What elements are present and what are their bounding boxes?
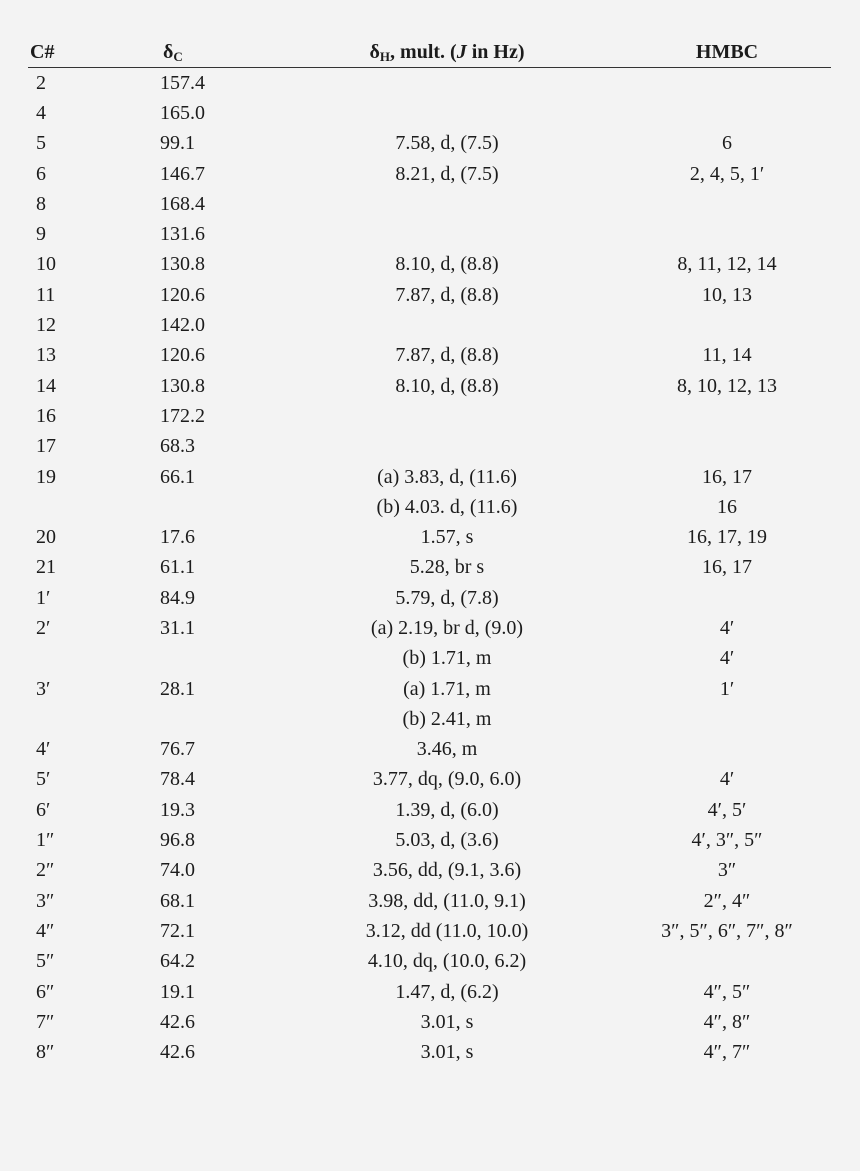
cell-delta-c: 17.6 [160, 526, 195, 549]
header-delta-h-tail: in Hz) [466, 40, 525, 63]
cell-delta-h: (b) 4.03. d, (11.6) [376, 495, 518, 518]
cell-delta-h: 8.10, d, (8.8) [395, 253, 499, 276]
cell-hmbc: 4′ [719, 768, 735, 791]
cell-carbon-number: 9 [36, 223, 46, 246]
header-delta-h-j: J [456, 40, 467, 63]
cell-delta-c: 19.1 [160, 980, 195, 1003]
cell-carbon-number: 13 [36, 344, 56, 367]
cell-delta-h: 7.87, d, (8.8) [395, 344, 499, 367]
table-row [28, 947, 831, 977]
cell-delta-c: 131.6 [160, 223, 205, 246]
cell-delta-h: 1.57, s [420, 526, 474, 549]
cell-hmbc: 4″, 5″ [703, 980, 751, 1003]
cell-delta-c: 66.1 [160, 465, 195, 488]
cell-carbon-number: 10 [36, 253, 56, 276]
cell-delta-c: 130.8 [160, 374, 205, 397]
cell-delta-c: 78.4 [160, 768, 195, 791]
table-row [28, 613, 831, 643]
table-row [28, 401, 831, 431]
cell-carbon-number: 2 [36, 71, 46, 94]
nmr-data-table [28, 38, 831, 1068]
table-row [28, 825, 831, 855]
table-row [28, 189, 831, 219]
table-row [28, 522, 831, 552]
cell-delta-h: 7.58, d, (7.5) [395, 132, 499, 155]
cell-hmbc [623, 583, 831, 613]
cell-delta-h: 5.03, d, (3.6) [395, 829, 499, 852]
table-row [28, 462, 831, 492]
table-row [28, 1038, 831, 1068]
cell-hmbc: 3″, 5″, 6″, 7″, 8″ [661, 919, 793, 942]
table-row [28, 765, 831, 795]
cell-delta-c: 146.7 [160, 162, 205, 185]
cell-carbon-number: 21 [36, 556, 56, 579]
table-row [28, 432, 831, 462]
cell-carbon-number: 12 [36, 314, 56, 337]
cell-hmbc: 16, 17, 19 [687, 526, 767, 549]
table-row [28, 280, 831, 310]
table-body [28, 68, 831, 1068]
cell-delta-h: (a) 1.71, m [403, 677, 491, 700]
cell-carbon-number: 3″ [36, 889, 55, 912]
cell-delta-c: 157.4 [160, 71, 205, 94]
cell-hmbc: 4′ [719, 647, 735, 670]
cell-delta-h [271, 310, 623, 340]
cell-delta-h [271, 432, 623, 462]
cell-delta-c: 72.1 [160, 919, 195, 942]
cell-hmbc [623, 189, 831, 219]
table-row [28, 553, 831, 583]
cell-hmbc: 8, 11, 12, 14 [677, 253, 777, 276]
cell-carbon-number: 17 [36, 435, 56, 458]
cell-carbon-number: 3′ [36, 677, 51, 700]
header-delta-c [106, 38, 271, 68]
cell-hmbc [623, 68, 831, 99]
table-row [28, 98, 831, 128]
cell-delta-c: 168.4 [160, 192, 205, 215]
table-row [28, 674, 831, 704]
cell-delta-c [106, 644, 271, 674]
cell-delta-h: 7.87, d, (8.8) [395, 283, 499, 306]
cell-carbon-number: 1′ [36, 586, 51, 609]
cell-carbon-number: 5″ [36, 950, 55, 973]
cell-delta-c: 99.1 [160, 132, 195, 155]
cell-delta-h [271, 219, 623, 249]
cell-hmbc: 16, 17 [702, 556, 752, 579]
cell-hmbc: 2″, 4″ [703, 889, 751, 912]
table-row [28, 1007, 831, 1037]
cell-carbon-number: 1″ [36, 829, 55, 852]
cell-carbon-number: 6″ [36, 980, 55, 1003]
table-row [28, 371, 831, 401]
cell-delta-h [271, 401, 623, 431]
cell-delta-c: 120.6 [160, 344, 205, 367]
table-row [28, 916, 831, 946]
cell-hmbc: 8, 10, 12, 13 [677, 374, 777, 397]
cell-delta-h: (a) 2.19, br d, (9.0) [370, 616, 524, 639]
cell-delta-h: 3.56, dd, (9.1, 3.6) [372, 859, 522, 882]
header-delta-h-symbol: δ [369, 40, 380, 63]
cell-hmbc: 6 [722, 132, 732, 155]
cell-hmbc: 4″, 8″ [703, 1010, 751, 1033]
cell-delta-h: 4.10, dq, (10.0, 6.2) [367, 950, 527, 973]
cell-carbon-number: 4″ [36, 919, 55, 942]
table-row [28, 219, 831, 249]
table-row [28, 583, 831, 613]
table-row [28, 250, 831, 280]
table-row [28, 68, 831, 99]
table-row [28, 704, 831, 734]
cell-delta-c: 120.6 [160, 283, 205, 306]
cell-delta-h: 3.98, dd, (11.0, 9.1) [368, 889, 526, 912]
cell-delta-c: 64.2 [160, 950, 195, 973]
header-delta-h [271, 38, 623, 68]
cell-hmbc: 2, 4, 5, 1′ [689, 162, 765, 185]
cell-delta-h [271, 68, 623, 99]
cell-hmbc: 1′ [719, 677, 735, 700]
cell-delta-h: 5.28, br s [409, 556, 485, 579]
cell-delta-h: 8.10, d, (8.8) [395, 374, 499, 397]
cell-hmbc [623, 735, 831, 765]
cell-delta-c [106, 704, 271, 734]
cell-carbon-number: 20 [36, 526, 56, 549]
cell-delta-c: 68.3 [160, 435, 195, 458]
cell-hmbc [623, 432, 831, 462]
cell-hmbc [623, 310, 831, 340]
cell-carbon-number: 8 [36, 192, 46, 215]
cell-carbon-number: 6 [36, 162, 46, 185]
cell-carbon-number: 6′ [36, 798, 51, 821]
cell-hmbc [623, 947, 831, 977]
cell-hmbc: 11, 14 [702, 344, 752, 367]
cell-delta-c: 61.1 [160, 556, 195, 579]
cell-delta-c: 42.6 [160, 1010, 195, 1033]
table-row [28, 644, 831, 674]
cell-delta-c: 28.1 [160, 677, 195, 700]
cell-delta-h: 3.01, s [420, 1041, 474, 1064]
cell-carbon-number: 2″ [36, 859, 55, 882]
cell-delta-h: 1.47, d, (6.2) [395, 980, 499, 1003]
table-row [28, 159, 831, 189]
cell-carbon-number: 14 [36, 374, 56, 397]
cell-delta-c: 31.1 [160, 616, 195, 639]
table-row [28, 310, 831, 340]
cell-carbon-number: 16 [36, 404, 56, 427]
cell-hmbc: 4′, 3″, 5″ [691, 829, 763, 852]
header-delta-c-symbol: δ [163, 40, 174, 63]
cell-hmbc: 16 [717, 495, 737, 518]
table-row [28, 795, 831, 825]
cell-delta-c: 172.2 [160, 404, 205, 427]
cell-carbon-number [28, 644, 106, 674]
table-row [28, 492, 831, 522]
table-row [28, 341, 831, 371]
cell-delta-c: 76.7 [160, 738, 195, 761]
cell-carbon-number: 4′ [36, 738, 51, 761]
header-delta-h-mult: , mult. ( [390, 40, 457, 63]
table-row [28, 856, 831, 886]
cell-delta-c [106, 492, 271, 522]
cell-hmbc: 3″ [717, 859, 737, 882]
cell-hmbc [623, 704, 831, 734]
header-delta-c-subscript: C [173, 48, 183, 64]
cell-carbon-number: 19 [36, 465, 56, 488]
header-row [28, 38, 831, 68]
cell-hmbc [623, 98, 831, 128]
cell-carbon-number: 11 [36, 283, 56, 306]
cell-carbon-number [28, 492, 106, 522]
cell-carbon-number: 5 [36, 132, 46, 155]
cell-delta-c: 165.0 [160, 101, 205, 124]
cell-delta-h: 3.01, s [420, 1010, 474, 1033]
cell-delta-c: 42.6 [160, 1041, 195, 1064]
cell-carbon-number [28, 704, 106, 734]
cell-delta-c: 130.8 [160, 253, 205, 276]
header-carbon-number: C# [28, 38, 106, 68]
cell-carbon-number: 8″ [36, 1041, 55, 1064]
cell-delta-c: 96.8 [160, 829, 195, 852]
cell-delta-c: 84.9 [160, 586, 195, 609]
cell-delta-c: 142.0 [160, 314, 205, 337]
cell-carbon-number: 7″ [36, 1010, 55, 1033]
cell-hmbc: 10, 13 [702, 283, 752, 306]
cell-hmbc: 16, 17 [702, 465, 752, 488]
cell-delta-h: (b) 2.41, m [402, 707, 492, 730]
table-row [28, 886, 831, 916]
cell-delta-h: 5.79, d, (7.8) [395, 586, 499, 609]
header-delta-h-subscript: H [379, 48, 391, 64]
cell-hmbc: 4′ [719, 616, 735, 639]
cell-delta-c: 68.1 [160, 889, 195, 912]
cell-hmbc: 4″, 7″ [703, 1041, 751, 1064]
table-row [28, 129, 831, 159]
cell-delta-h: 3.77, dq, (9.0, 6.0) [372, 768, 522, 791]
cell-carbon-number: 4 [36, 101, 46, 124]
cell-carbon-number: 5′ [36, 768, 51, 791]
cell-delta-c: 19.3 [160, 798, 195, 821]
cell-delta-c: 74.0 [160, 859, 195, 882]
table-header [28, 38, 831, 68]
cell-delta-h [271, 98, 623, 128]
cell-delta-h: 3.46, m [416, 738, 478, 761]
table-row [28, 735, 831, 765]
cell-carbon-number: 2′ [36, 616, 51, 639]
table-row [28, 977, 831, 1007]
cell-delta-h: (b) 1.71, m [402, 647, 492, 670]
cell-hmbc [623, 401, 831, 431]
cell-hmbc [623, 219, 831, 249]
cell-delta-h: (a) 3.83, d, (11.6) [377, 465, 517, 488]
header-hmbc: HMBC [623, 38, 831, 68]
cell-hmbc: 4′, 5′ [707, 798, 747, 821]
cell-delta-h [271, 189, 623, 219]
cell-delta-h: 3.12, dd (11.0, 10.0) [365, 919, 529, 942]
cell-delta-h: 1.39, d, (6.0) [395, 798, 499, 821]
cell-delta-h: 8.21, d, (7.5) [395, 162, 499, 185]
